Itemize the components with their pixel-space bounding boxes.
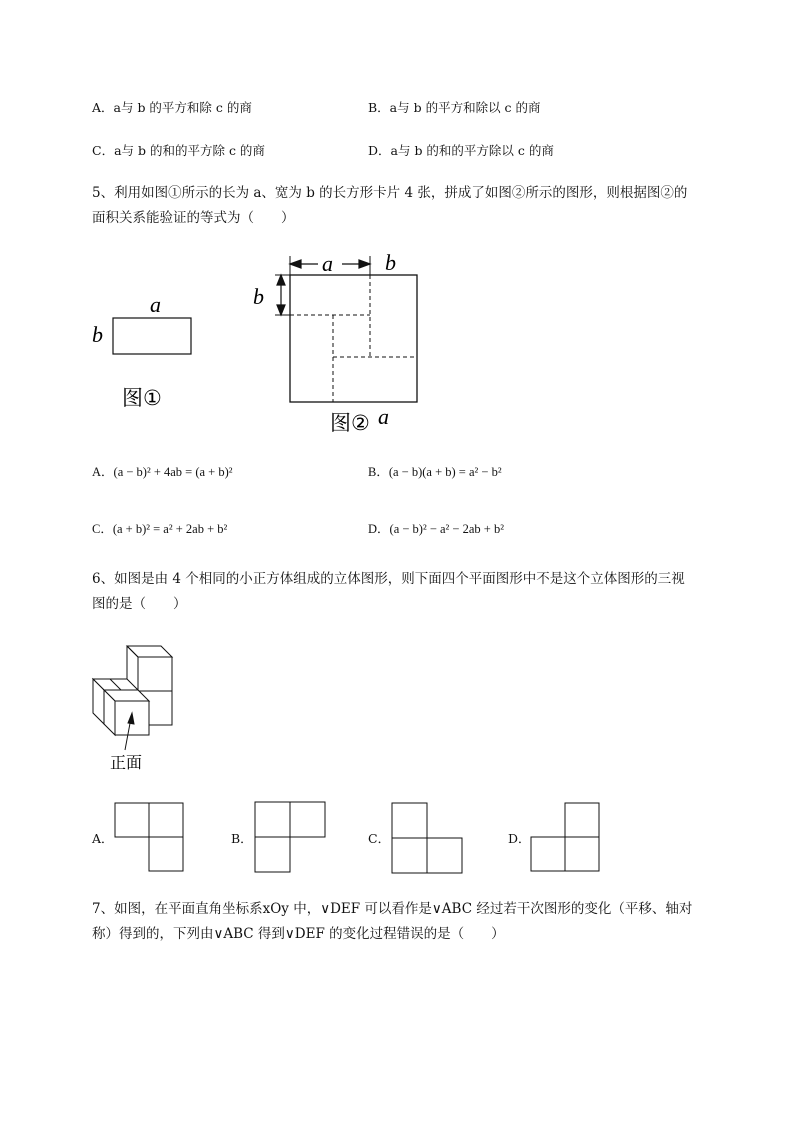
- q5-option-a: A．(a − b)² + 4ab = (a + b)²: [92, 465, 233, 479]
- fig1-caption: 图①: [122, 386, 162, 410]
- shape-b: [255, 802, 325, 872]
- q6-option-a: A．: [92, 831, 114, 846]
- q5-stem-line1: 5、利用如图①所示的长为 a、宽为 b 的长方形卡片 4 张，拼成了如图②所示的图形，则根据图②的: [92, 185, 688, 201]
- q5-stem-line2: 面积关系能验证的等式为（ ）: [92, 210, 295, 226]
- fig2-label-a-top: a: [322, 251, 333, 276]
- q5-option-b: B．(a − b)(a + b) = a² − b²: [368, 465, 502, 479]
- q4-option-c: C．a与 b 的和的平方除 c 的商: [92, 143, 265, 158]
- shape-d: [531, 803, 599, 871]
- q6-option-b: B．: [231, 831, 253, 846]
- fig2-label-a-bottom: a: [378, 404, 389, 429]
- front-label: 正面: [110, 753, 143, 772]
- fig1-label-b: b: [92, 322, 103, 347]
- fig2-label-b-top: b: [385, 250, 396, 275]
- q6-stem-line1: 6、如图是由 4 个相同的小正方体组成的立体图形，则下面四个平面图形中不是这个立体图形的三视: [92, 571, 685, 587]
- fig2-label-b-left: b: [253, 284, 264, 309]
- q6-stem-line2: 图的是（ ）: [92, 596, 187, 612]
- fig1-label-a: a: [150, 292, 161, 317]
- q4-option-d: D．a与 b 的和的平方除以 c 的商: [368, 143, 554, 158]
- q7-stem-line2: 称）得到的，下列由∨ABC 得到∨DEF 的变化过程错误的是（ ）: [92, 926, 505, 942]
- q7-stem-line1: 7、如图，在平面直角坐标系xOy 中，∨DEF 可以看作是∨ABC 经过若干次图形的变化（平移、轴对: [92, 901, 693, 917]
- shape-a: [115, 803, 183, 871]
- q5-option-c: C．(a + b)² = a² + 2ab + b²: [92, 522, 228, 536]
- q4-option-b: B．a与 b 的平方和除以 c 的商: [368, 100, 541, 115]
- q5-option-d: D．(a − b)² − a² − 2ab + b²: [368, 522, 504, 536]
- fig2-caption: 图②: [330, 411, 370, 435]
- q6-option-d: D．: [508, 831, 531, 846]
- shape-c: [392, 803, 462, 873]
- q6-option-c: C．: [368, 831, 391, 846]
- q4-option-a: A．a与 b 的平方和除 c 的商: [92, 100, 252, 115]
